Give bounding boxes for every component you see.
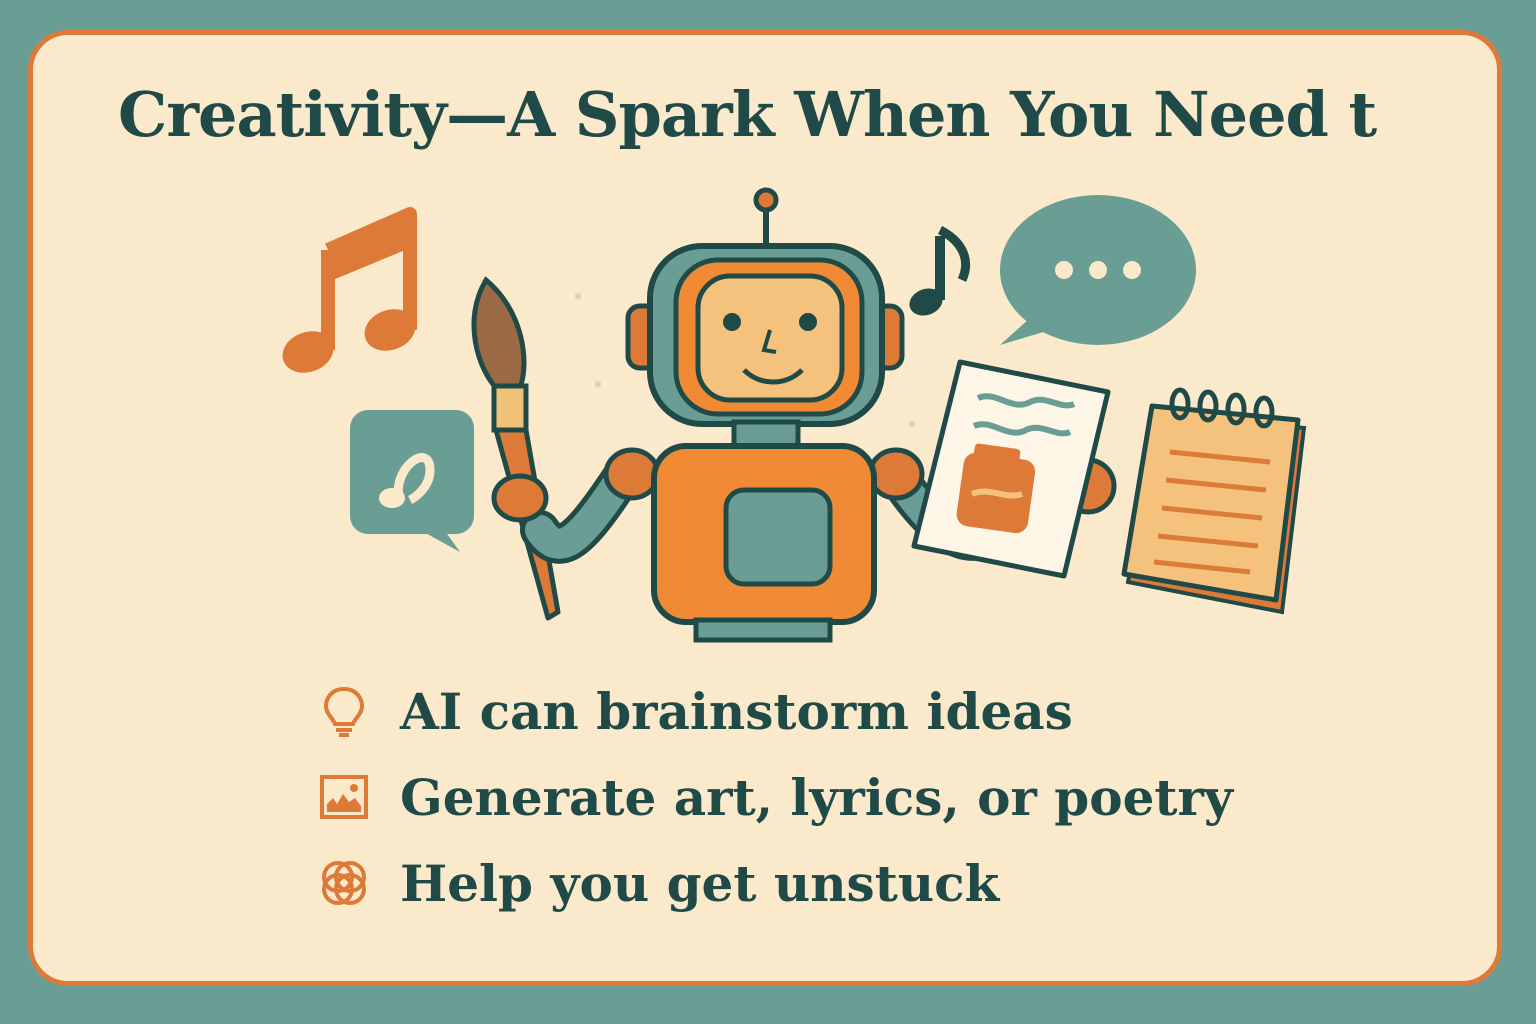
- knot-icon: [314, 853, 374, 913]
- bullet-text: Help you get unstuck: [400, 853, 1000, 913]
- paintbrush-icon: [474, 280, 558, 618]
- music-notes-icon: [277, 210, 422, 380]
- lightbulb-icon: [314, 681, 374, 741]
- notepad-icon: [1124, 390, 1304, 612]
- music-note-icon: [906, 230, 966, 320]
- list-item: [314, 668, 1233, 754]
- drawing-paper-icon: [914, 362, 1108, 576]
- image-icon: [314, 767, 374, 827]
- list-item: [314, 754, 1233, 840]
- poster-title: Creativity—A Spark When You Need t: [118, 78, 1377, 151]
- list-item: [314, 840, 1233, 926]
- music-chat-icon: [350, 410, 474, 552]
- bullet-text: AI can brainstorm ideas: [400, 681, 1073, 741]
- feature-list: [314, 668, 1233, 926]
- speech-bubble-icon: [1000, 195, 1196, 345]
- bullet-text: Generate art, lyrics, or poetry: [400, 767, 1233, 827]
